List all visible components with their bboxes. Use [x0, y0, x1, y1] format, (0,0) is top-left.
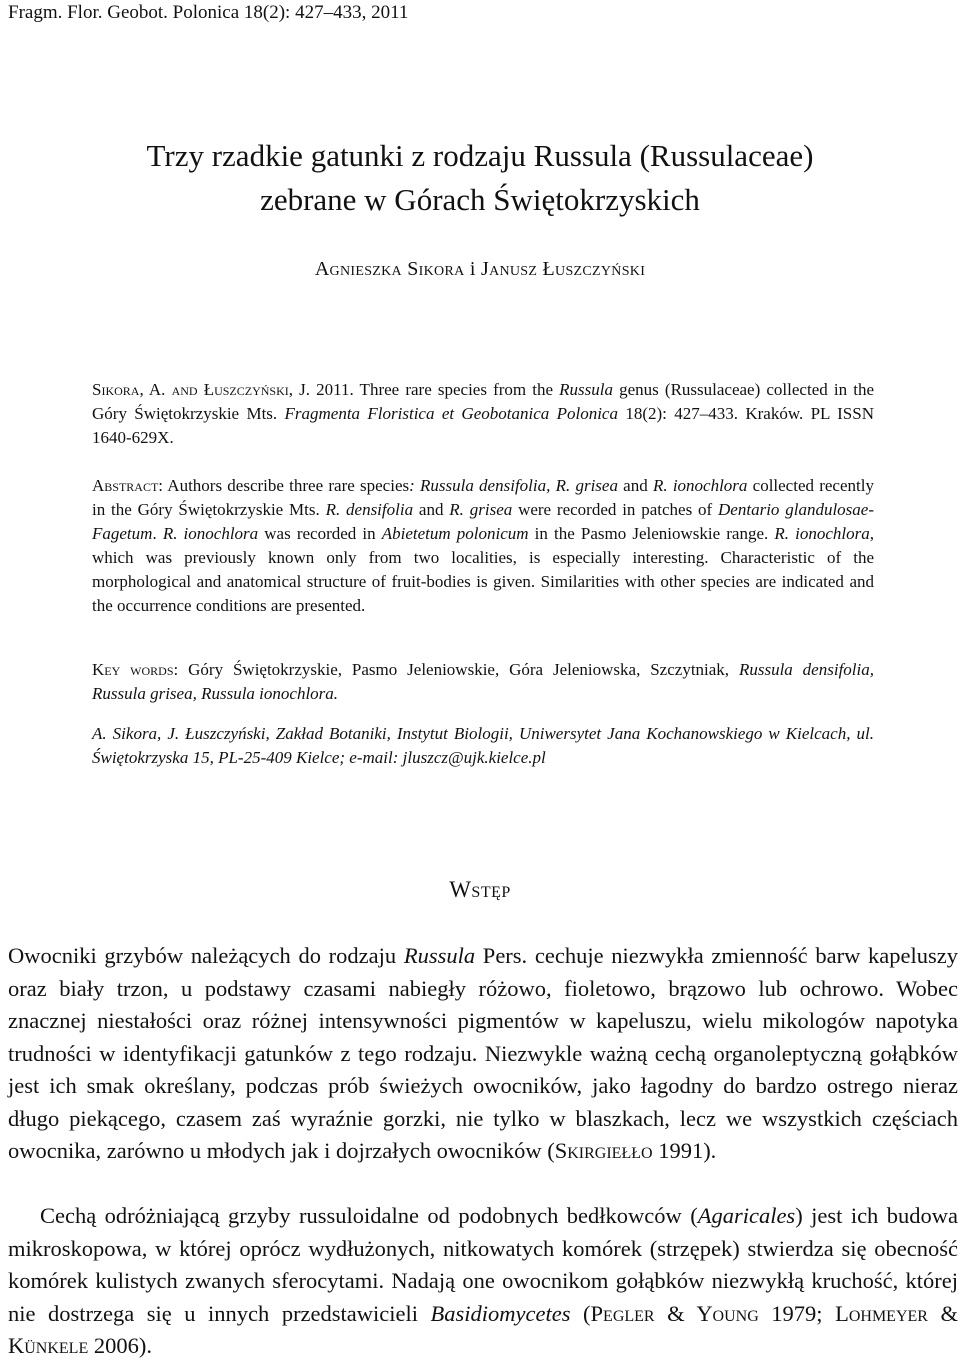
- bibliographic-citation: [92, 378, 874, 450]
- abstract: [92, 474, 874, 618]
- abstract-species: R. grisea: [449, 500, 513, 519]
- abstract-label: Abstract: [92, 476, 159, 495]
- citation-text: , A.: [139, 380, 172, 399]
- paragraph-taxon: Basidiomycetes: [430, 1300, 571, 1326]
- author-conjunction: i: [464, 258, 481, 280]
- abstract-species: R. ionochlora: [652, 476, 748, 495]
- keywords-species: Russula densifolia, Russula grisea, Russula ionochlora.: [92, 660, 874, 703]
- paragraph-text: ) jest ich budowa mikroskopowa, w której oprócz wydłużonych, nitkowatych komórek (strzępek) stwierdza się obecność komórek kulistych zwanych sferocytami. Nadają one owocnikom gołąbków niezwykłą kruchość, której nie dostrzega się u innych przedstawicieli: [8, 1203, 958, 1326]
- paragraph-text: (: [570, 1300, 591, 1326]
- citation-genus: Russula: [559, 380, 613, 399]
- paragraph-text: Cechą odróżniającą grzyby russuloidalne od podobnych bedłkowców (: [40, 1203, 698, 1228]
- paragraph-citation-author: Lohmeyer & Künkele: [8, 1300, 958, 1358]
- citation-text: , J. 2011. Three rare species from the: [288, 380, 560, 399]
- abstract-text: in the Pasmo Jeleniowskie range.: [528, 524, 775, 543]
- abstract-species: R. ionochlora: [774, 524, 870, 543]
- citation-journal: Fragmenta Floristica et Geobotanica Polonica: [284, 404, 618, 423]
- paragraph-citation-author: Pegler & Young: [590, 1300, 759, 1326]
- keywords-text: : Góry Świętokrzyskie, Pasmo Jeleniowskie, Góra Jeleniowska, Szczytniak,: [173, 660, 739, 679]
- author-address: A. Sikora, J. Łuszczyński, Zakład Botaniki, Instytut Biologii, Uniwersytet Jana Kochanowskiego w Kielcach, ul. Świętokrzyska 15, PL-25-409 Kielce; e-mail: jluszcz@ujk.kielce.pl: [92, 724, 874, 767]
- paragraph-taxon: Agaricales: [697, 1203, 796, 1228]
- title-line-2: zebrane w Górach Świętokrzyskich: [260, 182, 700, 217]
- abstract-text: , which was previously known only from two localities, is especially interesting. Characteristic of the morphological and anatomical structure of fruit-bodies is given. Similarities with other species are indicated and the occurrence conditions are presented.: [92, 524, 874, 615]
- abstract-text: and: [413, 500, 450, 519]
- abstract-text: were recorded in patches of: [512, 500, 719, 519]
- paragraph-text: 2006).: [88, 1333, 152, 1358]
- paragraph-text: Pers. cechuje niezwykła zmienność barw kapeluszy oraz biały trzon, u podstawy czasami nabiegły różowo, fioletowo, brązowo lub ochrowo. Wobec znacznej niestałości oraz różnej intensywności pigmentów w kapeluszu, wielu mikologów napotyka trudności w identyfikacji gatunków z tego rodzaju. Niezwykle ważną cechą organoleptyczną gołąbków jest ich smak określany, podczas prób świeżych owocników, jako łagodny do bardzo ostrego nieraz długo piekącego, czasem zaś wyraźnie gorzki, nie tylko w blaszkach, lecz we wszystkich częściach owocnika, zarówno u młodych jak i dojrzałych owocników (: [8, 943, 958, 1163]
- paragraph-genus: Russula: [403, 943, 476, 968]
- citation-author-2: and Łuszczyński: [171, 380, 289, 399]
- author-1: Agnieszka Sikora: [314, 258, 465, 280]
- body-paragraph-1: [8, 940, 958, 1168]
- title-line-1: Trzy rzadkie gatunki z rodzaju Russula (Russulaceae): [146, 138, 814, 173]
- author-2: Janusz Łuszczyński: [480, 258, 646, 280]
- paragraph-text: 1991).: [652, 1138, 717, 1163]
- abstract-text: and: [617, 476, 653, 495]
- paragraph-citation-author: Skirgiełło: [554, 1138, 653, 1163]
- citation-text: genus (Russulaceae) collected in the Góry Świętokrzyskie Mts.: [92, 380, 874, 423]
- authors-line: [0, 258, 960, 281]
- keywords-label: Key words: [92, 660, 174, 679]
- abstract-text: was recorded in: [258, 524, 382, 543]
- abstract-species: R. ionochlora: [162, 524, 259, 543]
- paragraph-text: Owocniki grzybów należących do rodzaju: [8, 943, 404, 968]
- abstract-community: Dentario glandulosae-Fagetum: [92, 500, 875, 543]
- article-title: [0, 134, 960, 222]
- citation-text: 18(2): 427–433. Kraków. PL ISSN 1640-629X.: [92, 404, 874, 447]
- abstract-text: collected recently in the Góry Świętokrzyskie Mts.: [92, 476, 874, 519]
- journal-citation-header: Fragm. Flor. Geobot. Polonica 18(2): 427–433, 2011: [8, 2, 409, 23]
- abstract-community: Abietetum polonicum: [381, 524, 529, 543]
- keywords: [92, 658, 874, 706]
- abstract-text: .: [152, 524, 163, 543]
- body-paragraph-2: [8, 1200, 958, 1363]
- abstract-species: R. densifolia: [325, 500, 414, 519]
- abstract-species: : Russula densifolia, R. grisea: [409, 476, 618, 495]
- citation-author-1: Sikora: [92, 380, 140, 399]
- abstract-text: : Authors describe three rare species: [158, 476, 410, 495]
- paragraph-text: 1979;: [758, 1300, 836, 1326]
- section-heading-wstep: Wstęp: [449, 877, 511, 902]
